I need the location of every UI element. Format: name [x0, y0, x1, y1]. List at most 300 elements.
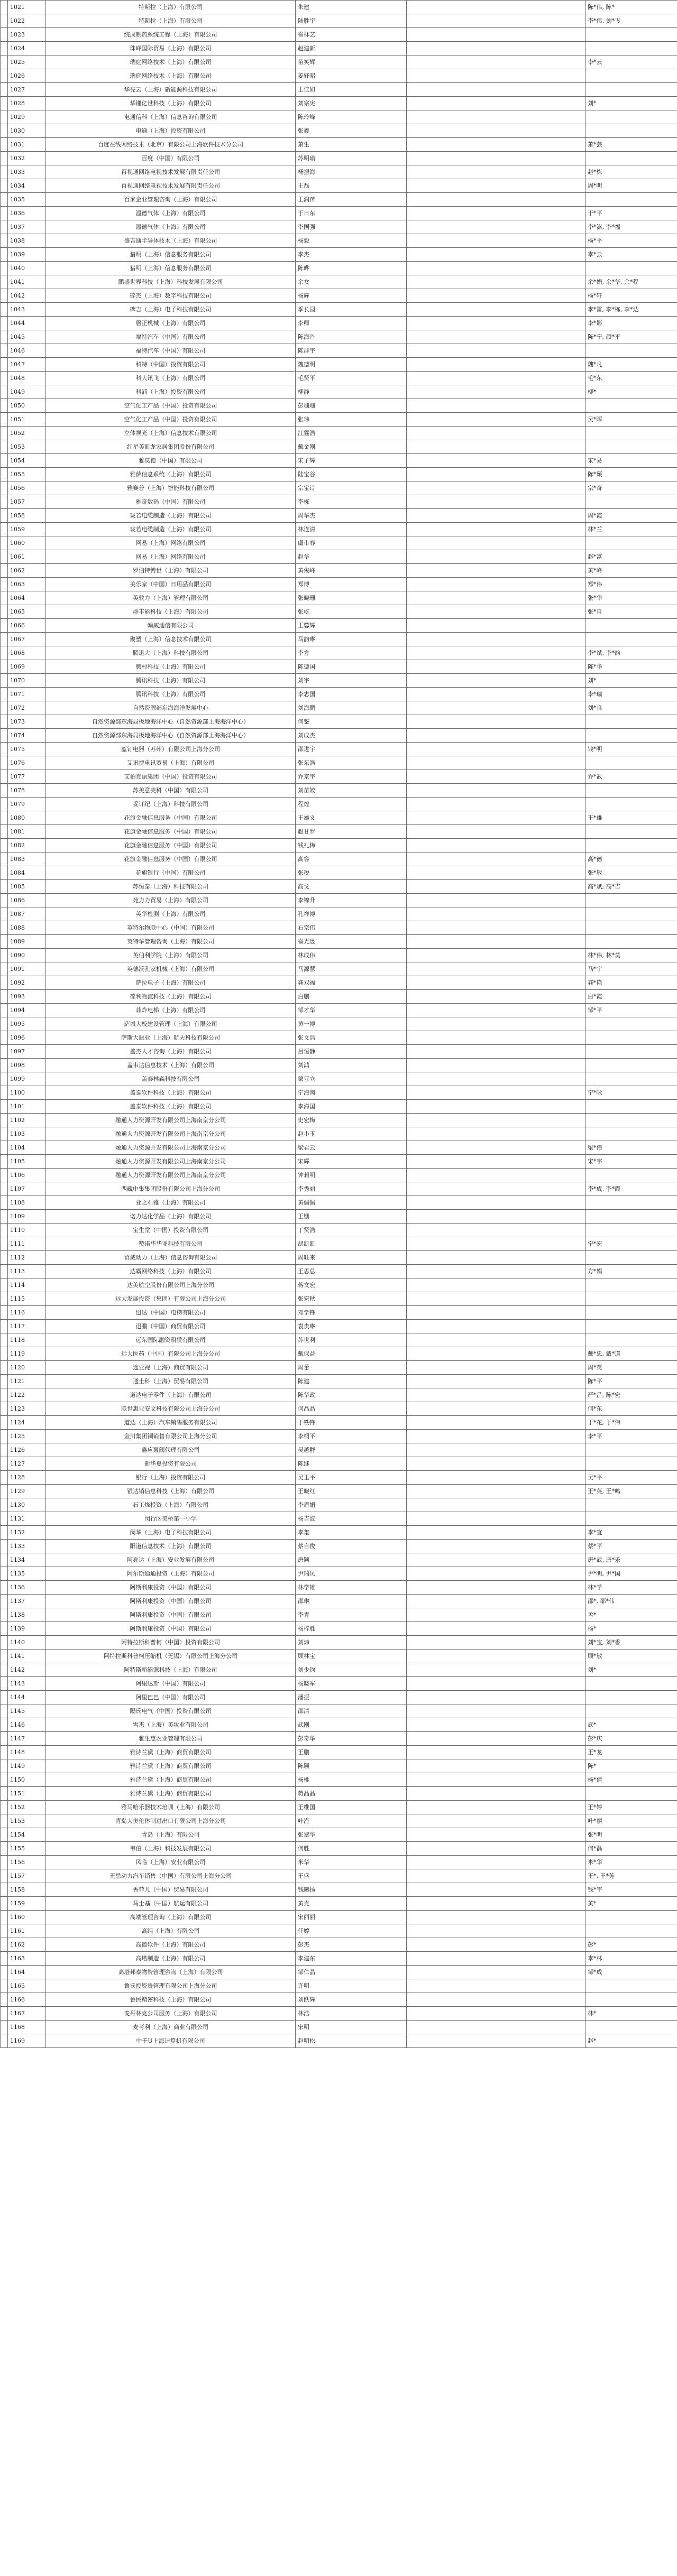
empty-cell [407, 646, 585, 660]
row-gutter-cell [1, 1842, 8, 1856]
person-name-cell: 史宏梅 [296, 1114, 407, 1127]
empty-cell [407, 729, 585, 743]
person-name-cell: 邵进宇 [296, 743, 407, 756]
person-name-cell: 高容 [296, 853, 407, 866]
related-names-cell [585, 536, 677, 550]
table-row [1, 427, 677, 440]
company-name-cell: 花旗金融信息服务（中国）有限公司 [46, 811, 296, 825]
empty-cell [407, 1265, 585, 1278]
row-gutter-cell [1, 1581, 8, 1595]
related-names-cell: 赵* [585, 2034, 677, 2048]
row-number-cell: 1033 [8, 165, 46, 179]
related-names-cell [585, 124, 677, 138]
table-row [1, 454, 677, 468]
related-names-cell: 刘*良 [585, 701, 677, 715]
empty-cell [407, 935, 585, 949]
empty-cell [407, 1526, 585, 1540]
company-name-cell: 雅萨信息系统（上海）有限公司 [46, 468, 296, 481]
row-gutter-cell [1, 1924, 8, 1938]
company-name-cell: 通士科（上海）贸易有限公司 [46, 1375, 296, 1388]
row-gutter-cell [1, 633, 8, 646]
row-gutter-cell [1, 1828, 8, 1842]
related-names-cell: 黄* [585, 1897, 677, 1911]
empty-cell [407, 1169, 585, 1182]
person-name-cell: 任婷 [296, 1924, 407, 1938]
company-name-cell: 腾讯科技（上海）有限公司 [46, 688, 296, 701]
related-names-cell: 赵*栋 [585, 165, 677, 179]
related-names-cell [585, 1333, 677, 1347]
person-name-cell: 陈晔 [296, 262, 407, 275]
empty-cell [407, 1443, 585, 1457]
row-gutter-cell [1, 317, 8, 330]
table-row [1, 42, 677, 55]
row-gutter-cell [1, 1017, 8, 1031]
table-row [1, 165, 677, 179]
row-number-cell: 1036 [8, 207, 46, 220]
related-names-cell: 高*斌, 高*吉 [585, 880, 677, 894]
company-name-cell: 闵行区美桥第一小学 [46, 1512, 296, 1526]
empty-cell [407, 1, 585, 14]
table-row [1, 1663, 677, 1677]
table-row [1, 1347, 677, 1361]
row-gutter-cell [1, 1663, 8, 1677]
person-name-cell: 毛贤平 [296, 372, 407, 385]
row-number-cell: 1050 [8, 399, 46, 413]
company-name-cell: 盛吉通半导体技术（上海）有限公司 [46, 234, 296, 248]
related-names-cell [585, 1512, 677, 1526]
row-gutter-cell [1, 372, 8, 385]
related-names-cell [585, 110, 677, 124]
empty-cell [407, 69, 585, 83]
empty-cell [407, 234, 585, 248]
related-names-cell: 刘*宝, 刘*香 [585, 1636, 677, 1650]
person-name-cell: 胡凯凯 [296, 1237, 407, 1251]
person-name-cell: 唐颖 [296, 1553, 407, 1567]
person-name-cell: 崔林艺 [296, 28, 407, 42]
row-number-cell: 1135 [8, 1567, 46, 1581]
row-gutter-cell [1, 152, 8, 165]
empty-cell [407, 1677, 585, 1691]
person-name-cell: 石宗伟 [296, 921, 407, 935]
table-row [1, 1773, 677, 1787]
empty-cell [407, 124, 585, 138]
company-name-cell: 科大讯飞（上海）有限公司 [46, 372, 296, 385]
row-gutter-cell [1, 69, 8, 83]
company-name-cell: 雅生惠农业管理有限公司 [46, 1732, 296, 1746]
related-names-cell: 黄*峰 [585, 564, 677, 578]
company-name-cell: 苏美意美科（中国）有限公司 [46, 784, 296, 798]
row-gutter-cell [1, 344, 8, 358]
row-number-cell: 1083 [8, 853, 46, 866]
empty-cell [407, 1031, 585, 1045]
related-names-cell [585, 83, 677, 97]
row-gutter-cell [1, 1704, 8, 1718]
row-number-cell: 1077 [8, 770, 46, 784]
row-number-cell: 1073 [8, 715, 46, 729]
related-names-cell [585, 1443, 677, 1457]
person-name-cell: 刘鸿 [296, 1059, 407, 1072]
related-names-cell [585, 1993, 677, 2007]
related-names-cell [585, 1278, 677, 1292]
person-name-cell: 王蓉辉 [296, 619, 407, 633]
row-number-cell: 1058 [8, 509, 46, 523]
company-name-cell: 电通（上海）投资有限公司 [46, 124, 296, 138]
row-gutter-cell [1, 138, 8, 152]
company-name-cell: 银行（上海）投资有限公司 [46, 1471, 296, 1485]
row-gutter-cell [1, 1759, 8, 1773]
company-name-cell: 盖韦达信息技术（上海）有限公司 [46, 1059, 296, 1072]
row-gutter-cell [1, 1306, 8, 1320]
company-name-cell: 珑若电缆制造（上海）有限公司 [46, 523, 296, 536]
row-gutter-cell [1, 124, 8, 138]
table-row [1, 990, 677, 1004]
related-names-cell [585, 1059, 677, 1072]
company-name-cell: 福特汽车（中国）有限公司 [46, 330, 296, 344]
row-number-cell: 1137 [8, 1595, 46, 1608]
person-name-cell: 黄一博 [296, 1017, 407, 1031]
empty-cell [407, 1828, 585, 1842]
person-name-cell: 王晓红 [296, 1485, 407, 1498]
row-gutter-cell [1, 1237, 8, 1251]
row-gutter-cell [1, 1512, 8, 1526]
empty-cell [407, 1017, 585, 1031]
related-names-cell: 钱*明 [585, 743, 677, 756]
row-number-cell: 1056 [8, 481, 46, 495]
table-row [1, 523, 677, 536]
row-number-cell: 1087 [8, 907, 46, 921]
person-name-cell: 何胜 [296, 1842, 407, 1856]
table-row [1, 234, 677, 248]
row-gutter-cell [1, 1732, 8, 1746]
related-names-cell: 毛*东 [585, 372, 677, 385]
row-gutter-cell [1, 921, 8, 935]
table-row [1, 1045, 677, 1059]
company-name-cell: 道达电子零件（上海）有限公司 [46, 1388, 296, 1402]
empty-cell [407, 907, 585, 921]
person-name-cell: 宗宝诗 [296, 481, 407, 495]
table-row [1, 1938, 677, 1952]
person-name-cell: 陈群宇 [296, 344, 407, 358]
related-names-cell [585, 921, 677, 935]
row-number-cell: 1130 [8, 1498, 46, 1512]
person-name-cell: 高戈 [296, 880, 407, 894]
row-gutter-cell [1, 220, 8, 234]
person-name-cell: 王思总 [296, 1265, 407, 1278]
table-row [1, 385, 677, 399]
company-name-cell: 花旗金融信息服务（中国）有限公司 [46, 839, 296, 853]
empty-cell [407, 1979, 585, 1993]
row-number-cell: 1064 [8, 591, 46, 605]
empty-cell [407, 220, 585, 234]
row-gutter-cell [1, 1265, 8, 1278]
company-name-cell: 磐正机械（上海）有限公司 [46, 317, 296, 330]
table-row [1, 1265, 677, 1278]
table-row [1, 784, 677, 798]
related-names-cell: 余*娟, 余*华, 余*程 [585, 275, 677, 289]
person-name-cell: 李志国 [296, 688, 407, 701]
row-gutter-cell [1, 756, 8, 770]
person-name-cell: 杨辉 [296, 289, 407, 303]
table-row [1, 344, 677, 358]
row-gutter-cell [1, 564, 8, 578]
row-number-cell: 1139 [8, 1622, 46, 1636]
row-gutter-cell [1, 1814, 8, 1828]
empty-cell [407, 1059, 585, 1072]
related-names-cell: 杨*轩 [585, 289, 677, 303]
person-name-cell: 梁君云 [296, 1141, 407, 1155]
row-number-cell: 1035 [8, 193, 46, 207]
company-name-cell: 麦哥林克公司服务（上海）有限公司 [46, 2007, 296, 2021]
company-name-cell: 猎明（上海）信息服务有限公司 [46, 262, 296, 275]
table-row [1, 1828, 677, 1842]
row-number-cell: 1039 [8, 248, 46, 262]
person-name-cell: 苗笑辉 [296, 55, 407, 69]
row-gutter-cell [1, 1773, 8, 1787]
empty-cell [407, 1086, 585, 1100]
table-row [1, 729, 677, 743]
company-name-cell: 百视通网络电视技术发展有限责任公司 [46, 179, 296, 193]
row-gutter-cell [1, 1402, 8, 1416]
empty-cell [407, 330, 585, 344]
row-number-cell: 1053 [8, 440, 46, 454]
table-row [1, 1100, 677, 1114]
related-names-cell [585, 1911, 677, 1924]
company-name-cell: 远大医药（中国）有限公司上海分公司 [46, 1347, 296, 1361]
row-number-cell: 1043 [8, 303, 46, 317]
empty-cell [407, 1127, 585, 1141]
company-name-cell: 迅鹏（中国）商贸有限公司 [46, 1320, 296, 1333]
company-name-cell: 百家企业管理咨询（上海）有限公司 [46, 193, 296, 207]
company-name-cell: 阿斯利康投资（中国）有限公司 [46, 1595, 296, 1608]
company-name-cell: 阿特斯新能源科技（上海）有限公司 [46, 1663, 296, 1677]
row-gutter-cell [1, 935, 8, 949]
row-number-cell: 1092 [8, 976, 46, 990]
related-names-cell [585, 1704, 677, 1718]
row-gutter-cell [1, 193, 8, 207]
company-name-cell: 葆利物流科技（上海）有限公司 [46, 990, 296, 1004]
person-name-cell: 林连清 [296, 523, 407, 536]
row-number-cell: 1079 [8, 798, 46, 811]
related-names-cell: 李*云 [585, 248, 677, 262]
table-row [1, 1979, 677, 1993]
table-row [1, 619, 677, 633]
row-gutter-cell [1, 605, 8, 619]
person-name-cell: 戴金刚 [296, 440, 407, 454]
row-number-cell: 1090 [8, 949, 46, 962]
related-names-cell [585, 1691, 677, 1704]
related-names-cell: 陈*华 [585, 660, 677, 674]
row-number-cell: 1072 [8, 701, 46, 715]
related-names-cell: 唐*武, 唐*乐 [585, 1553, 677, 1567]
person-name-cell: 李秀丽 [296, 1182, 407, 1196]
company-name-cell: 宝生堂（中国）投资有限公司 [46, 1224, 296, 1237]
empty-cell [407, 564, 585, 578]
person-name-cell: 崔光晟 [296, 935, 407, 949]
row-number-cell: 1122 [8, 1388, 46, 1402]
company-name-cell: 阿尔斯通通投资（上海）有限公司 [46, 1567, 296, 1581]
company-name-cell: 远大发展投资（集团）有限公司上海分公司 [46, 1292, 296, 1306]
row-number-cell: 1099 [8, 1072, 46, 1086]
row-number-cell: 1024 [8, 42, 46, 55]
table-row [1, 880, 677, 894]
table-row [1, 468, 677, 481]
table-row [1, 1924, 677, 1938]
empty-cell [407, 344, 585, 358]
table-row [1, 1, 677, 14]
table-row [1, 262, 677, 275]
empty-cell [407, 1759, 585, 1773]
related-names-cell [585, 715, 677, 729]
person-name-cell: 宋明 [296, 2021, 407, 2034]
row-gutter-cell [1, 207, 8, 220]
empty-cell [407, 248, 585, 262]
row-gutter-cell [1, 330, 8, 344]
row-gutter-cell [1, 1911, 8, 1924]
row-gutter-cell [1, 509, 8, 523]
empty-cell [407, 152, 585, 165]
empty-cell [407, 605, 585, 619]
row-gutter-cell [1, 1292, 8, 1306]
empty-cell [407, 1663, 585, 1677]
person-name-cell: 刘跃辉 [296, 1993, 407, 2007]
company-name-cell: 金川集团铜销售有限公司上海分公司 [46, 1430, 296, 1443]
person-name-cell: 李青 [296, 1608, 407, 1622]
row-gutter-cell [1, 1388, 8, 1402]
company-name-cell: 雪杰（上海）美妆业有限公司 [46, 1718, 296, 1732]
table-row [1, 1759, 677, 1773]
row-gutter-cell [1, 1471, 8, 1485]
related-names-cell [585, 1292, 677, 1306]
row-gutter-cell [1, 440, 8, 454]
company-name-cell: 马士基（中国）航运有限公司 [46, 1897, 296, 1911]
related-names-cell: 李*影 [585, 317, 677, 330]
person-name-cell: 江霆浩 [296, 427, 407, 440]
related-names-cell: 魏*凡 [585, 358, 677, 372]
person-name-cell: 宋辉 [296, 1155, 407, 1169]
person-name-cell: 李栋 [296, 495, 407, 509]
related-names-cell: 吴*平 [585, 1471, 677, 1485]
row-number-cell: 1041 [8, 275, 46, 289]
empty-cell [407, 358, 585, 372]
person-name-cell: 陈华政 [296, 1388, 407, 1402]
person-name-cell: 张文浩 [296, 1031, 407, 1045]
empty-cell [407, 550, 585, 564]
person-name-cell: 魏德明 [296, 358, 407, 372]
empty-cell [407, 756, 585, 770]
related-names-cell: 赵*富 [585, 550, 677, 564]
row-gutter-cell [1, 1966, 8, 1979]
person-name-cell: 陈继 [296, 1457, 407, 1471]
row-number-cell: 1107 [8, 1182, 46, 1196]
row-gutter-cell [1, 1100, 8, 1114]
person-name-cell: 蒙亚立 [296, 1072, 407, 1086]
empty-cell [407, 413, 585, 427]
row-gutter-cell [1, 660, 8, 674]
company-name-cell: 特斯拉（上海）有限公司 [46, 14, 296, 28]
table-row [1, 1430, 677, 1443]
related-names-cell: 王*龙 [585, 1746, 677, 1759]
row-number-cell: 1061 [8, 550, 46, 564]
person-name-cell: 刘苗姣 [296, 784, 407, 798]
table-row [1, 1553, 677, 1567]
empty-cell [407, 1251, 585, 1265]
row-number-cell: 1157 [8, 1869, 46, 1883]
table-row [1, 646, 677, 660]
empty-cell [407, 921, 585, 935]
related-names-cell: 宁*咏 [585, 1086, 677, 1100]
company-name-cell: 盖泰林森科技有限公司 [46, 1072, 296, 1086]
person-name-cell: 叶滢 [296, 1814, 407, 1828]
related-names-cell: 刘* [585, 674, 677, 688]
person-name-cell: 姜轩昭 [296, 69, 407, 83]
empty-cell [407, 715, 585, 729]
row-number-cell: 1158 [8, 1883, 46, 1897]
row-gutter-cell [1, 1498, 8, 1512]
row-number-cell: 1119 [8, 1347, 46, 1361]
person-name-cell: 彭珊珊 [296, 399, 407, 413]
row-gutter-cell [1, 880, 8, 894]
empty-cell [407, 962, 585, 976]
empty-cell [407, 1320, 585, 1333]
table-row [1, 138, 677, 152]
related-names-cell [585, 825, 677, 839]
person-name-cell: 杨振海 [296, 165, 407, 179]
person-name-cell: 陈建 [296, 1375, 407, 1388]
table-row [1, 715, 677, 729]
table-body [1, 1, 677, 2048]
row-gutter-cell [1, 1567, 8, 1581]
empty-cell [407, 1402, 585, 1416]
row-number-cell: 1025 [8, 55, 46, 69]
person-name-cell: 李建东 [296, 1952, 407, 1966]
row-gutter-cell [1, 454, 8, 468]
row-number-cell: 1123 [8, 1402, 46, 1416]
table-row [1, 1498, 677, 1512]
row-number-cell: 1082 [8, 839, 46, 853]
person-name-cell: 苏世利 [296, 1333, 407, 1347]
person-name-cell: 许明 [296, 1979, 407, 1993]
company-name-cell: 阿特拉斯科普柯（中国）投资有限公司 [46, 1636, 296, 1650]
empty-cell [407, 179, 585, 193]
related-names-cell [585, 28, 677, 42]
table-row [1, 97, 677, 110]
person-name-cell: 杨晓军 [296, 1677, 407, 1691]
company-name-cell: 罗伯特博世（上海）有限公司 [46, 564, 296, 578]
row-gutter-cell [1, 1897, 8, 1911]
row-gutter-cell [1, 358, 8, 372]
row-number-cell: 1118 [8, 1333, 46, 1347]
table-row [1, 1155, 677, 1169]
related-names-cell: 周*明 [585, 179, 677, 193]
empty-cell [407, 2034, 585, 2048]
related-names-cell: 宗*奇 [585, 481, 677, 495]
company-name-cell: 蓝钉电器（苏州）有限公司上海分公司 [46, 743, 296, 756]
table-row [1, 1210, 677, 1224]
related-names-cell: 梁*伟 [585, 1141, 677, 1155]
company-name-cell: 自然资源部东海海洋发展中心 [46, 701, 296, 715]
row-number-cell: 1049 [8, 385, 46, 399]
related-names-cell: 杨*平 [585, 234, 677, 248]
company-name-cell: 新华夏投资有限公司 [46, 1457, 296, 1471]
related-names-cell: 吴*晖 [585, 413, 677, 427]
company-name-cell: 雅赛普（上海）智能科技有限公司 [46, 481, 296, 495]
empty-cell [407, 1966, 585, 1979]
row-gutter-cell [1, 275, 8, 289]
person-name-cell: 周旺来 [296, 1251, 407, 1265]
empty-cell [407, 1155, 585, 1169]
row-number-cell: 1133 [8, 1540, 46, 1553]
company-name-cell: 雅诗兰黛（上海）商贸有限公司 [46, 1773, 296, 1787]
